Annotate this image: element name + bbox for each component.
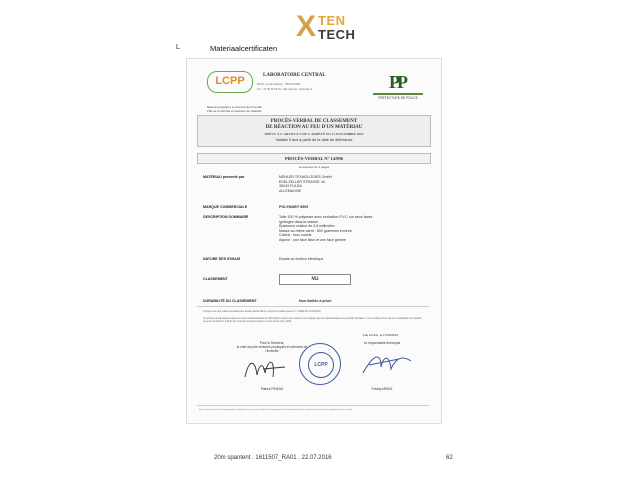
pv-title-1: PROCÈS-VERBAL DE CLASSEMENT: [270, 119, 358, 124]
description-line: Épaisseur voisine de 0,8 millimètre.: [279, 224, 336, 229]
tentech-logo: [296, 12, 356, 42]
signature-right-icon: [359, 349, 415, 381]
classification-label: CLASSEMENT: [203, 277, 228, 281]
material-value: [279, 175, 332, 193]
pv-validity: Valable 5 ans à partir de la date de délivrance: [275, 138, 353, 142]
material-line: MEHLER TEXNOLOGIES GmbH: [279, 175, 333, 179]
signatory-right: Le responsable technique: [363, 341, 401, 345]
divider: [197, 405, 429, 406]
note-criteria: Compte tenu des critères résultant des essais décrits dans le rapport d'essais annexé n° 14/996 du 17/03/2014.: [203, 310, 322, 313]
pp-bar: [373, 93, 423, 95]
page-footer: 20m spantent . 1611507_RA01 . 22.07.2016: [214, 455, 332, 461]
pv-number: PROCÈS-VERBAL N° 14/996: [197, 153, 431, 164]
stamp-label: LCPP: [308, 352, 334, 378]
lab-name: LABORATOIRE CENTRAL: [263, 73, 326, 78]
divider: [197, 306, 429, 307]
certificate-document: [186, 58, 442, 424]
description-line: Masse au mètre carré : 800 grammes environ.: [279, 228, 353, 233]
sig-left-line-3: l'incendie: [265, 349, 279, 353]
durability-label: DURABILITÉ DU CLASSEMENT: [203, 299, 257, 303]
material-line: 36043 FULDA: [279, 184, 302, 189]
prefecture-logo: [373, 73, 423, 103]
description-value: [279, 215, 372, 243]
sig-left-name: Patrick PINEAU: [260, 387, 284, 391]
description-line: ignifugée dans la masse.: [279, 219, 319, 224]
lab-subtitle-1: Mesures physiques et sciences de l'incendie: [207, 105, 263, 109]
lcpp-stamp-icon: [299, 343, 341, 385]
brand-label: MARQUE COMMERCIALE: [203, 205, 248, 209]
section-title: Materiaalcertificaten: [210, 44, 278, 53]
brand-value: POLYMAR® 8509: [279, 205, 309, 209]
classification-value: M2: [279, 274, 351, 285]
reproduction-note: Seuls sont autorisés les reproductions intégrales de ce procès-verbal de classement ou de l'ensemble procès-verbal de classement et rapport d'essais annexé.: [199, 409, 354, 411]
lab-header: [207, 69, 347, 113]
lcpp-logo: LCPP: [207, 71, 253, 93]
durability-value: Non limitée à priori: [299, 299, 332, 303]
page-number: 62: [446, 455, 453, 461]
sig-left-line-2: le chef du pôle mesures physiques et sciences de: [236, 345, 308, 349]
prefecture-name: PRÉFECTURE DE POLICE: [378, 96, 418, 100]
issue-date: Fait à Paris, le 17/03/2014: [363, 333, 399, 337]
section-number: L: [176, 44, 180, 51]
lab-tel: Tél. : 01 55 76 25 53 - Site internet : www.lcpp.fr: [257, 88, 313, 91]
logo-x-mark: X: [296, 10, 317, 43]
pp-mark: PP: [389, 72, 405, 92]
sig-right-name: Freddy MSIKA: [371, 387, 393, 391]
description-line: Aspect : une face lisse et une face grenée: [279, 237, 346, 242]
logo-line1: TEN: [318, 13, 346, 28]
tests-value: Essais au brûleur électrique: [279, 257, 324, 261]
pv-title-box: [197, 115, 431, 147]
description-line: Toile 100 % polyester avec enduction P.V.C sur deux faces: [279, 215, 373, 219]
tests-label: NATURE DES ESSAIS: [203, 257, 241, 261]
lab-subtitle-2: Pôle de conformité et examens de matériels: [207, 109, 262, 113]
pv-title-3: PRÉVU À L'ARTICLE 5 DE L'ARRÊTÉ DU 21 NOVEMBRE 2002: [264, 132, 364, 136]
material-line: ALLEMAGNE: [279, 188, 301, 193]
note-scope: Ce procès-verbal atteste uniquement des caractéristiques de l'échantillon soumis aux essais et ne préjuge pas des caractéristiques de produits similaires. Il ne constitue donc pas une certification de produits au sens de l'article L 115-27 du code de la consommation et de la loi du 3 juin 1994.: [203, 317, 422, 323]
lab-address: 39 bis, rue de Dantzig - 75015 PARIS: [257, 83, 301, 86]
description-label: DESCRIPTION SOMMAIRE: [203, 215, 249, 219]
signature-left-icon: [239, 355, 299, 383]
sig-left-line-1: Pour le Directeur,: [259, 341, 285, 345]
description-line: Coloris : tous coloris: [279, 233, 312, 238]
material-line: EDELZELLER STRASSE 44: [279, 179, 325, 184]
material-label: MATÉRIAU présenté par: [203, 175, 245, 179]
logo-line2: TECH: [318, 27, 356, 42]
annex-note: et annexes de 1 pages: [298, 165, 330, 169]
pv-title-2: DE RÉACTION AU FEU D'UN MATÉRIAU: [265, 125, 363, 130]
